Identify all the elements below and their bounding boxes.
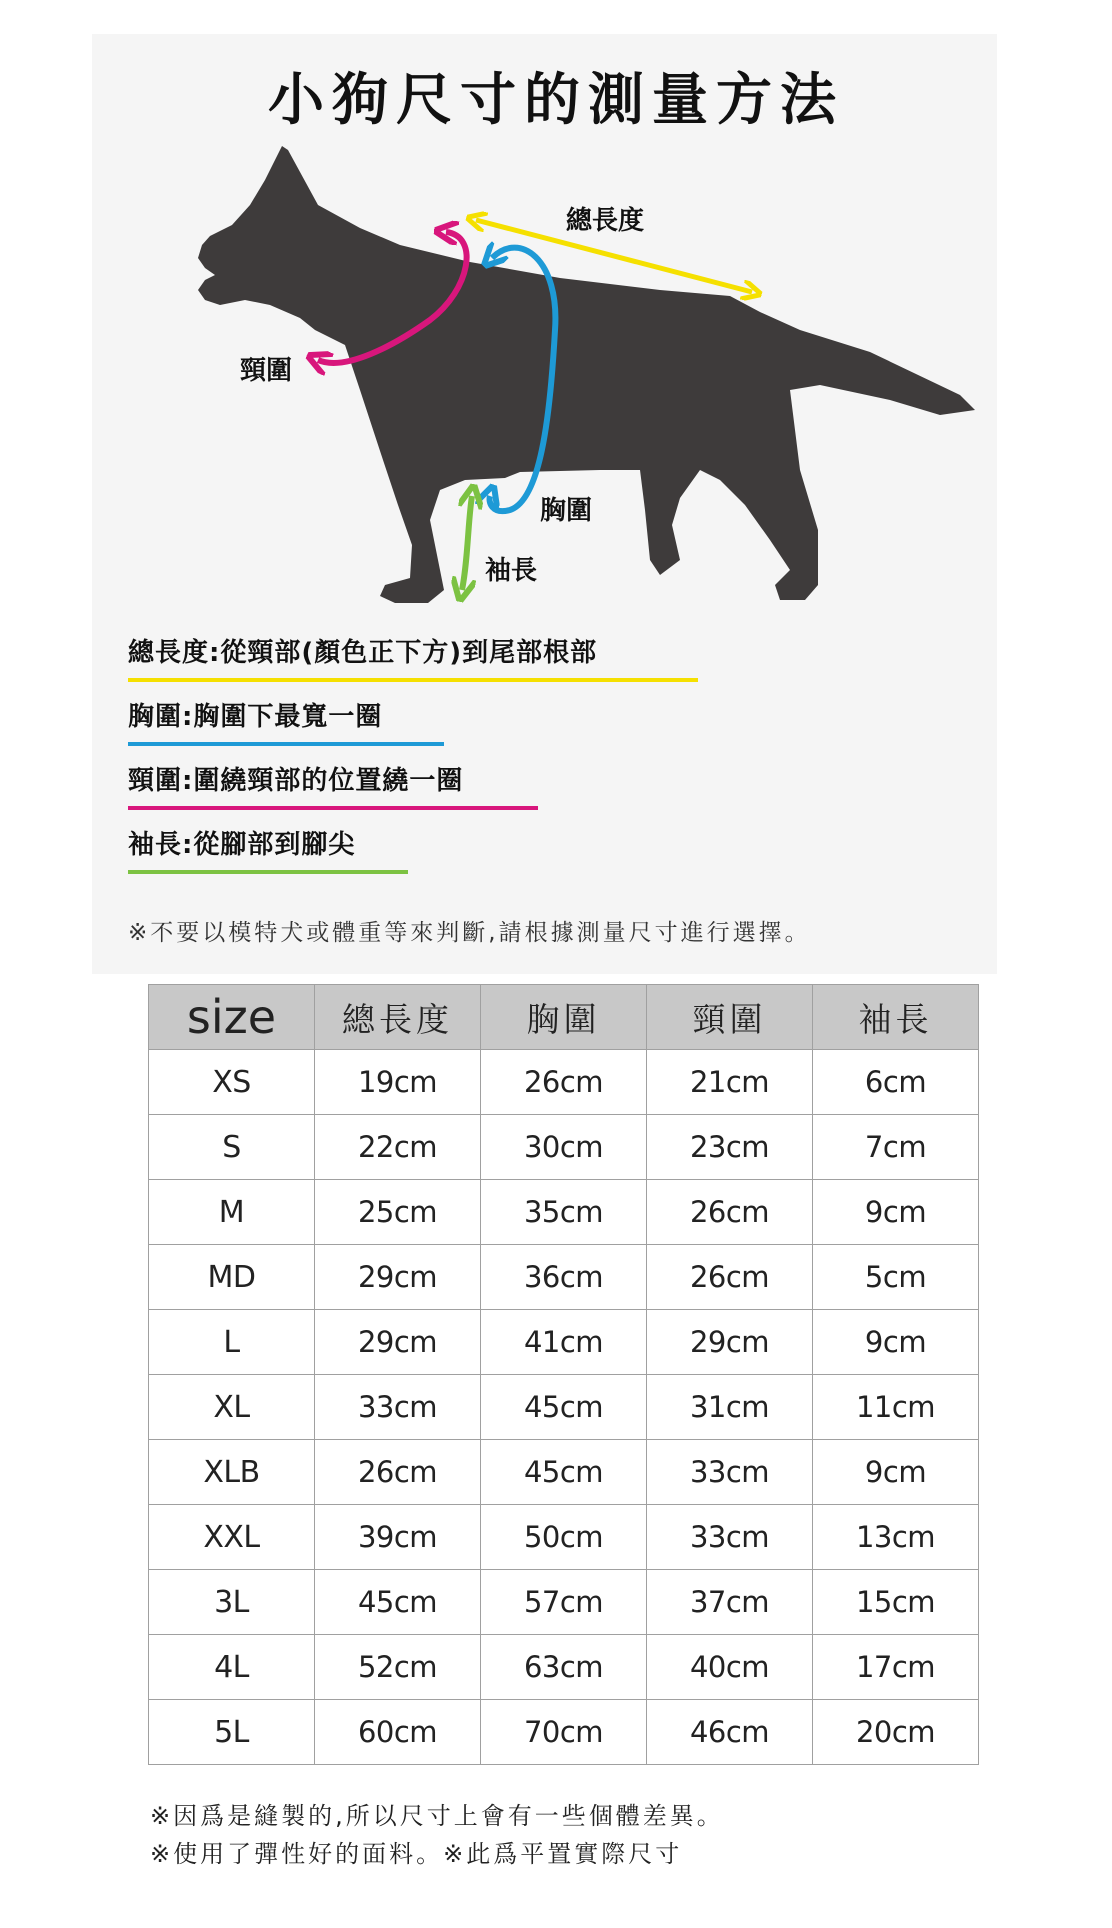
- cell-total-length: 33cm: [315, 1375, 481, 1440]
- legend-total-length-underline: [128, 678, 698, 682]
- cell-sleeve: 9cm: [813, 1180, 979, 1245]
- cell-chest: 45cm: [481, 1440, 647, 1505]
- cell-total-length: 19cm: [315, 1050, 481, 1115]
- cell-neck: 46cm: [647, 1700, 813, 1765]
- cell-chest: 26cm: [481, 1050, 647, 1115]
- cell-neck: 23cm: [647, 1115, 813, 1180]
- cell-sleeve: 9cm: [813, 1310, 979, 1375]
- cell-chest: 30cm: [481, 1115, 647, 1180]
- dog-measurement-diagram: [0, 0, 1112, 940]
- cell-sleeve: 15cm: [813, 1570, 979, 1635]
- table-row: [149, 1700, 979, 1765]
- cell-total-length: 52cm: [315, 1635, 481, 1700]
- cell-total-length: 22cm: [315, 1115, 481, 1180]
- cell-size: XXL: [149, 1505, 315, 1570]
- cell-chest: 50cm: [481, 1505, 647, 1570]
- legend-sleeve-underline: [128, 870, 408, 874]
- cell-total-length: 25cm: [315, 1180, 481, 1245]
- selection-note: ※不要以模特犬或體重等來判斷,請根據測量尺寸進行選擇。: [128, 920, 811, 946]
- table-row: [149, 1505, 979, 1570]
- cell-size: S: [149, 1115, 315, 1180]
- cell-neck: 21cm: [647, 1050, 813, 1115]
- cell-neck: 37cm: [647, 1570, 813, 1635]
- header-neck: 頸圍: [647, 985, 813, 1050]
- cell-size: M: [149, 1180, 315, 1245]
- legend-chest-underline: [128, 742, 444, 746]
- page-title: 小狗尺寸的測量方法: [268, 68, 844, 133]
- cell-size: 5L: [149, 1700, 315, 1765]
- sleeve-label: 袖長: [485, 556, 538, 586]
- cell-neck: 29cm: [647, 1310, 813, 1375]
- cell-chest: 70cm: [481, 1700, 647, 1765]
- legend-chest: 胸圍:胸圍下最寬一圈: [128, 702, 383, 732]
- table-row: [149, 1050, 979, 1115]
- cell-size: XL: [149, 1375, 315, 1440]
- cell-sleeve: 11cm: [813, 1375, 979, 1440]
- table-row: [149, 1245, 979, 1310]
- footnote-variance: ※因爲是縫製的,所以尺寸上會有一些個體差異。: [150, 1802, 724, 1830]
- cell-neck: 26cm: [647, 1245, 813, 1310]
- cell-total-length: 45cm: [315, 1570, 481, 1635]
- total-length-label: 總長度: [566, 206, 645, 236]
- sleeve-arrow: [462, 496, 472, 590]
- header-chest: 胸圍: [481, 985, 647, 1050]
- cell-size: L: [149, 1310, 315, 1375]
- legend-total-length: 總長度:從頸部(顏色正下方)到尾部根部: [128, 638, 598, 668]
- table-row: [149, 1115, 979, 1180]
- footnote-fabric: ※使用了彈性好的面料。※此爲平置實際尺寸: [150, 1840, 683, 1868]
- cell-size: 3L: [149, 1570, 315, 1635]
- cell-size: XLB: [149, 1440, 315, 1505]
- table-row: [149, 1440, 979, 1505]
- cell-size: XS: [149, 1050, 315, 1115]
- cell-chest: 57cm: [481, 1570, 647, 1635]
- cell-neck: 33cm: [647, 1440, 813, 1505]
- cell-neck: 31cm: [647, 1375, 813, 1440]
- cell-total-length: 26cm: [315, 1440, 481, 1505]
- cell-sleeve: 6cm: [813, 1050, 979, 1115]
- cell-total-length: 60cm: [315, 1700, 481, 1765]
- legend-neck: 頸圍:圍繞頸部的位置繞一圈: [128, 766, 464, 796]
- header-sleeve: 袖長: [813, 985, 979, 1050]
- cell-size: 4L: [149, 1635, 315, 1700]
- cell-total-length: 39cm: [315, 1505, 481, 1570]
- cell-chest: 63cm: [481, 1635, 647, 1700]
- cell-sleeve: 13cm: [813, 1505, 979, 1570]
- cell-sleeve: 7cm: [813, 1115, 979, 1180]
- chest-label: 胸圍: [540, 496, 593, 526]
- cell-chest: 41cm: [481, 1310, 647, 1375]
- cell-total-length: 29cm: [315, 1245, 481, 1310]
- legend-neck-underline: [128, 806, 538, 810]
- cell-chest: 35cm: [481, 1180, 647, 1245]
- cell-sleeve: 17cm: [813, 1635, 979, 1700]
- legend-sleeve: 袖長:從腳部到腳尖: [128, 830, 356, 860]
- cell-neck: 26cm: [647, 1180, 813, 1245]
- cell-neck: 33cm: [647, 1505, 813, 1570]
- cell-total-length: 29cm: [315, 1310, 481, 1375]
- size-table: [148, 984, 979, 1765]
- table-row: [149, 1310, 979, 1375]
- cell-size: MD: [149, 1245, 315, 1310]
- table-row: [149, 1635, 979, 1700]
- cell-sleeve: 9cm: [813, 1440, 979, 1505]
- table-row: [149, 1375, 979, 1440]
- table-header-row: [149, 985, 979, 1050]
- table-row: [149, 1570, 979, 1635]
- cell-neck: 40cm: [647, 1635, 813, 1700]
- neck-label: 頸圍: [240, 356, 293, 386]
- cell-chest: 45cm: [481, 1375, 647, 1440]
- header-total-length: 總長度: [315, 985, 481, 1050]
- cell-sleeve: 20cm: [813, 1700, 979, 1765]
- table-row: [149, 1180, 979, 1245]
- cell-sleeve: 5cm: [813, 1245, 979, 1310]
- cell-chest: 36cm: [481, 1245, 647, 1310]
- header-size: size: [149, 985, 315, 1050]
